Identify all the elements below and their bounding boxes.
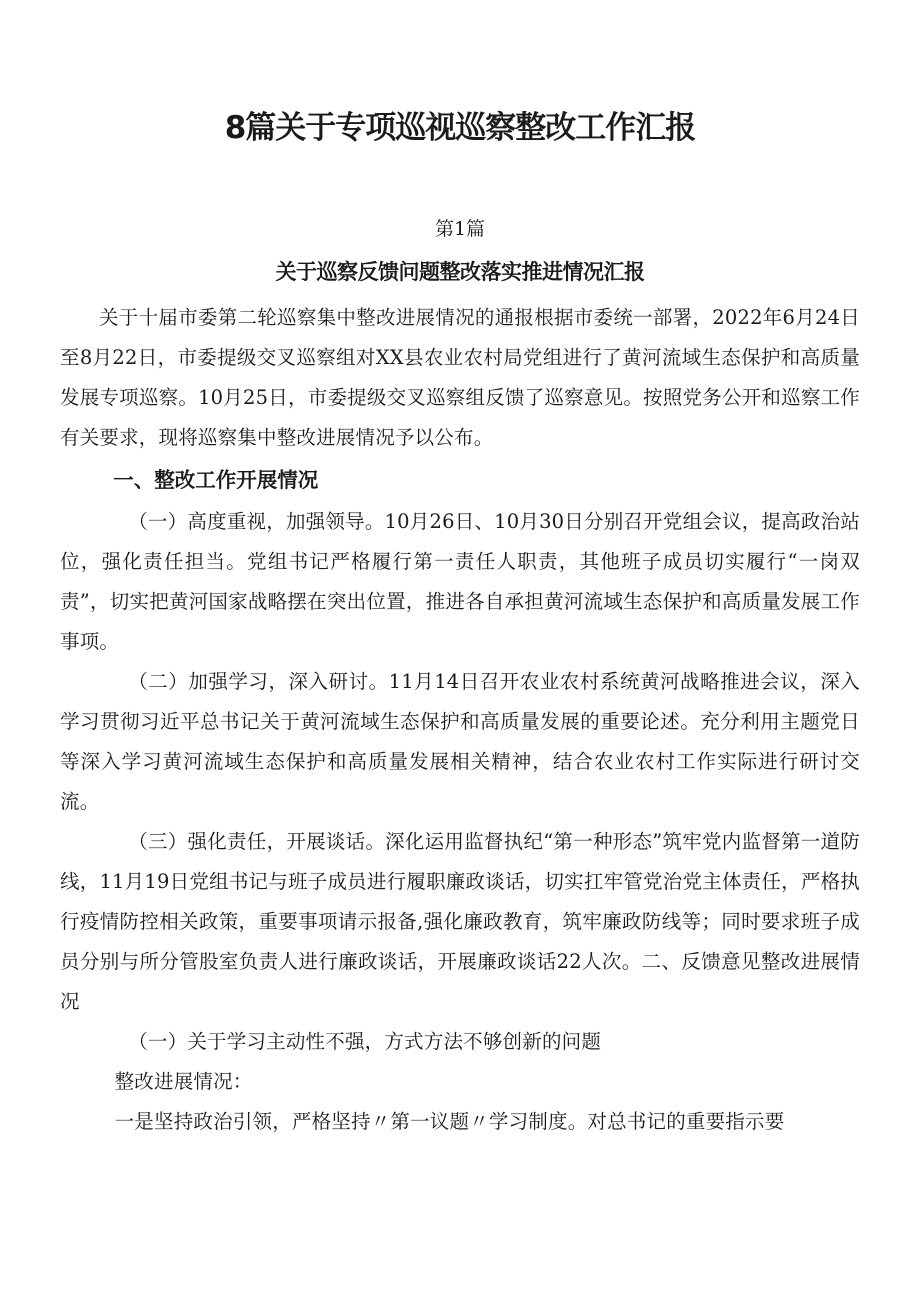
document-title: 8篇关于专项巡视巡察整改工作汇报 — [224, 110, 696, 146]
chapter-number: 第1篇 — [434, 218, 486, 240]
point-paragraph-1: 一是坚持政治引领，严格坚持〃第一议题〃学习制度。对总书记的重要指示要 — [114, 1110, 785, 1133]
chapter-title: 关于巡察反馈问题整改落实推进情况汇报 — [275, 260, 645, 284]
intro-paragraph: 关于十届市委第二轮巡察集中整改进展情况的通报根据市委统一部署，2022年6月24日至8月22日，市委提级交叉巡察组对XX县农业农村局党组进行了黄河流域生态保护和高质量发展专项巡察。10月25日，市委提级交叉巡察组反馈了巡察意见。按照党务公开和巡察工作有关要求，现将巡察集中整改进展情况予以公布。 — [60, 306, 860, 449]
item-paragraph-4: （一）关于学习主动性不强，方式方法不够创新的问题 — [128, 1030, 602, 1053]
progress-label: 整改进展情况： — [114, 1070, 253, 1093]
item-paragraph-3: （三）强化责任，开展谈话。深化运用监督执纪“第一种形态”筑牢党内监督第一道防线，11月19日党组书记与班子成员进行履职廉政谈话，切实扛牢管党治党主体责任，严格执行疫情防控相关政策，重要事项请示报备,强化廉政教育，筑牢廉政防线等；同时要求班子成员分别与所分管股室负责人进行廉政谈话，开展廉政谈话22人次。二、反馈意见整改进展情况 — [60, 830, 860, 1013]
document-body — [60, 298, 860, 1142]
item-paragraph-2: （二）加强学习，深入研讨。11月14日召开农业农村系统黄河战略推进会议，深入学习贯彻习近平总书记关于黄河流域生态保护和高质量发展的重要论述。充分利用主题党日等深入学习黄河流域生态保护和高质量发展相关精神，结合农业农村工作实际进行研讨交流。 — [60, 670, 860, 813]
item-paragraph-1: （一）高度重视，加强领导。10月26日、10月30日分别召开党组会议，提高政治站位，强化责任担当。党组书记严格履行第一责任人职责，其他班子成员切实履行“一岗双责”，切实把黄河国家战略摆在突出位置，推进各自承担黄河流域生态保护和高质量发展工作事项。 — [60, 510, 860, 653]
section-heading: 一、整改工作开展情况 — [113, 468, 319, 492]
